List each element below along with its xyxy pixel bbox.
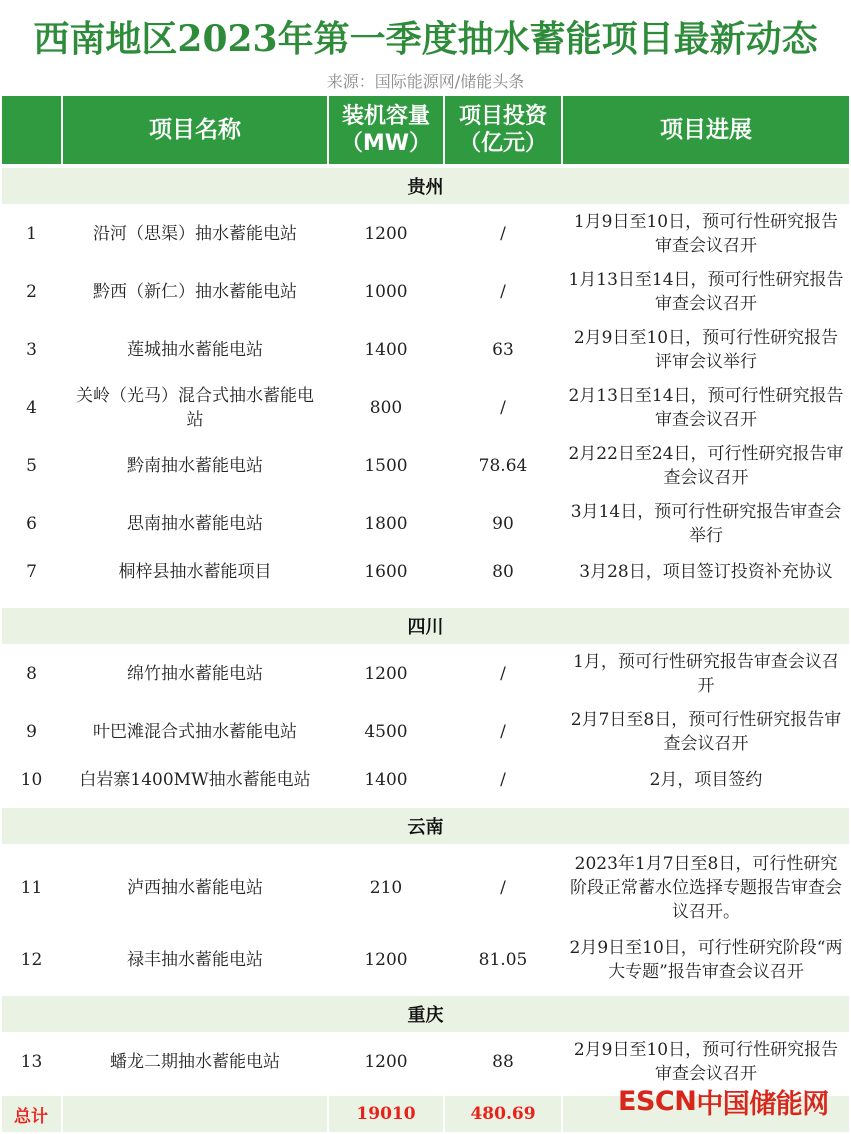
table-cell-capacity: 1200 xyxy=(329,646,443,702)
table-cell-no: 4 xyxy=(2,380,61,436)
table-cell-name: 桐梓县抽水蓄能项目 xyxy=(63,554,327,590)
table-cell-name: 禄丰抽水蓄能电站 xyxy=(63,932,327,988)
total-blank xyxy=(63,1096,327,1132)
region-header: 贵州 xyxy=(2,168,849,204)
table-cell-no: 5 xyxy=(2,438,61,494)
table-cell-no: 6 xyxy=(2,496,61,552)
table-cell-capacity: 1200 xyxy=(329,206,443,262)
table-cell-name: 沿河（思渠）抽水蓄能电站 xyxy=(63,206,327,262)
table-cell-capacity: 1500 xyxy=(329,438,443,494)
table-cell-investment: / xyxy=(445,846,561,930)
table-cell-name: 叶巴滩混合式抽水蓄能电站 xyxy=(63,704,327,760)
table-cell-investment: 88 xyxy=(445,1034,561,1090)
table-cell-capacity: 1000 xyxy=(329,264,443,320)
table-cell-name: 白岩寨1400MW抽水蓄能电站 xyxy=(63,762,327,798)
table-cell-investment: / xyxy=(445,264,561,320)
table-cell-investment: 63 xyxy=(445,322,561,378)
table-cell-progress: 3月28日，项目签订投资补充协议 xyxy=(563,554,849,590)
table-cell-progress: 1月9日至10日，预可行性研究报告审查会议召开 xyxy=(563,206,849,262)
table-cell-progress: 3月14日，预可行性研究报告审查会举行 xyxy=(563,496,849,552)
table-cell-name: 泸西抽水蓄能电站 xyxy=(63,846,327,930)
table-cell-investment: 81.05 xyxy=(445,932,561,988)
column-header-capacity: 装机容量（MW） xyxy=(329,96,443,164)
table-cell-no: 10 xyxy=(2,762,61,798)
table-cell-no: 1 xyxy=(2,206,61,262)
table-cell-progress: 2月9日至10日，预可行性研究报告审查会议召开 xyxy=(563,1034,849,1090)
total-investment: 480.69 xyxy=(445,1096,561,1132)
table-cell-investment: / xyxy=(445,704,561,760)
table-cell-investment: / xyxy=(445,380,561,436)
table-cell-investment: 90 xyxy=(445,496,561,552)
table-cell-no: 9 xyxy=(2,704,61,760)
column-header-name: 项目名称 xyxy=(63,96,327,164)
region-header: 重庆 xyxy=(2,996,849,1032)
escn-logo xyxy=(618,1084,829,1118)
table-cell-name: 莲城抽水蓄能电站 xyxy=(63,322,327,378)
table-cell-capacity: 1600 xyxy=(329,554,443,590)
total-label: 总计 xyxy=(2,1096,61,1132)
logo-latin: ESCN xyxy=(618,1085,697,1117)
table-cell-name: 关岭（光马）混合式抽水蓄能电站 xyxy=(63,380,327,436)
table-cell-progress: 1月13日至14日，预可行性研究报告审查会议召开 xyxy=(563,264,849,320)
table-cell-name: 绵竹抽水蓄能电站 xyxy=(63,646,327,702)
table-cell-capacity: 1400 xyxy=(329,762,443,798)
table-cell-name: 黔南抽水蓄能电站 xyxy=(63,438,327,494)
table-cell-investment: 80 xyxy=(445,554,561,590)
column-header-progress: 项目进展 xyxy=(563,96,849,164)
region-header: 云南 xyxy=(2,808,849,844)
table-cell-no: 13 xyxy=(2,1034,61,1090)
table-cell-no: 11 xyxy=(2,846,61,930)
column-header-no xyxy=(2,96,61,164)
column-header-investment: 项目投资（亿元） xyxy=(445,96,561,164)
source-credit: 来源：国际能源网/储能头条 xyxy=(326,72,525,91)
table-cell-no: 7 xyxy=(2,554,61,590)
table-cell-no: 8 xyxy=(2,646,61,702)
table-cell-progress: 2月22日至24日，可行性研究报告审查会议召开 xyxy=(563,438,849,494)
table-cell-name: 黔西（新仁）抽水蓄能电站 xyxy=(63,264,327,320)
table-cell-progress: 2023年1月7日至8日，可行性研究阶段正常蓄水位选择专题报告审查会议召开。 xyxy=(563,846,849,930)
region-header: 四川 xyxy=(2,608,849,644)
table-cell-progress: 2月，项目签约 xyxy=(563,762,849,798)
table-cell-no: 2 xyxy=(2,264,61,320)
table-cell-progress: 1月，预可行性研究报告审查会议召开 xyxy=(563,646,849,702)
table-cell-capacity: 1200 xyxy=(329,932,443,988)
total-capacity: 19010 xyxy=(329,1096,443,1132)
table-cell-capacity: 4500 xyxy=(329,704,443,760)
table-cell-investment: / xyxy=(445,762,561,798)
table-cell-no: 12 xyxy=(2,932,61,988)
table-cell-name: 蟠龙二期抽水蓄能电站 xyxy=(63,1034,327,1090)
table-cell-progress: 2月13日至14日，预可行性研究报告审查会议召开 xyxy=(563,380,849,436)
table-cell-capacity: 1200 xyxy=(329,1034,443,1090)
table-cell-capacity: 210 xyxy=(329,846,443,930)
table-cell-progress: 2月7日至8日，预可行性研究报告审查会议召开 xyxy=(563,704,849,760)
table-cell-investment: / xyxy=(445,206,561,262)
logo-chinese: 中国储能网 xyxy=(696,1088,829,1120)
table-cell-progress: 2月9日至10日，可行性研究阶段“两大专题”报告审查会议召开 xyxy=(563,932,849,988)
table-cell-no: 3 xyxy=(2,322,61,378)
table-cell-capacity: 1400 xyxy=(329,322,443,378)
table-cell-progress: 2月9日至10日，预可行性研究报告评审会议举行 xyxy=(563,322,849,378)
table-cell-name: 思南抽水蓄能电站 xyxy=(63,496,327,552)
page-title: 西南地区2023年第一季度抽水蓄能项目最新动态 xyxy=(33,18,818,60)
table-cell-investment: / xyxy=(445,646,561,702)
table-cell-capacity: 800 xyxy=(329,380,443,436)
table-cell-capacity: 1800 xyxy=(329,496,443,552)
table-cell-investment: 78.64 xyxy=(445,438,561,494)
